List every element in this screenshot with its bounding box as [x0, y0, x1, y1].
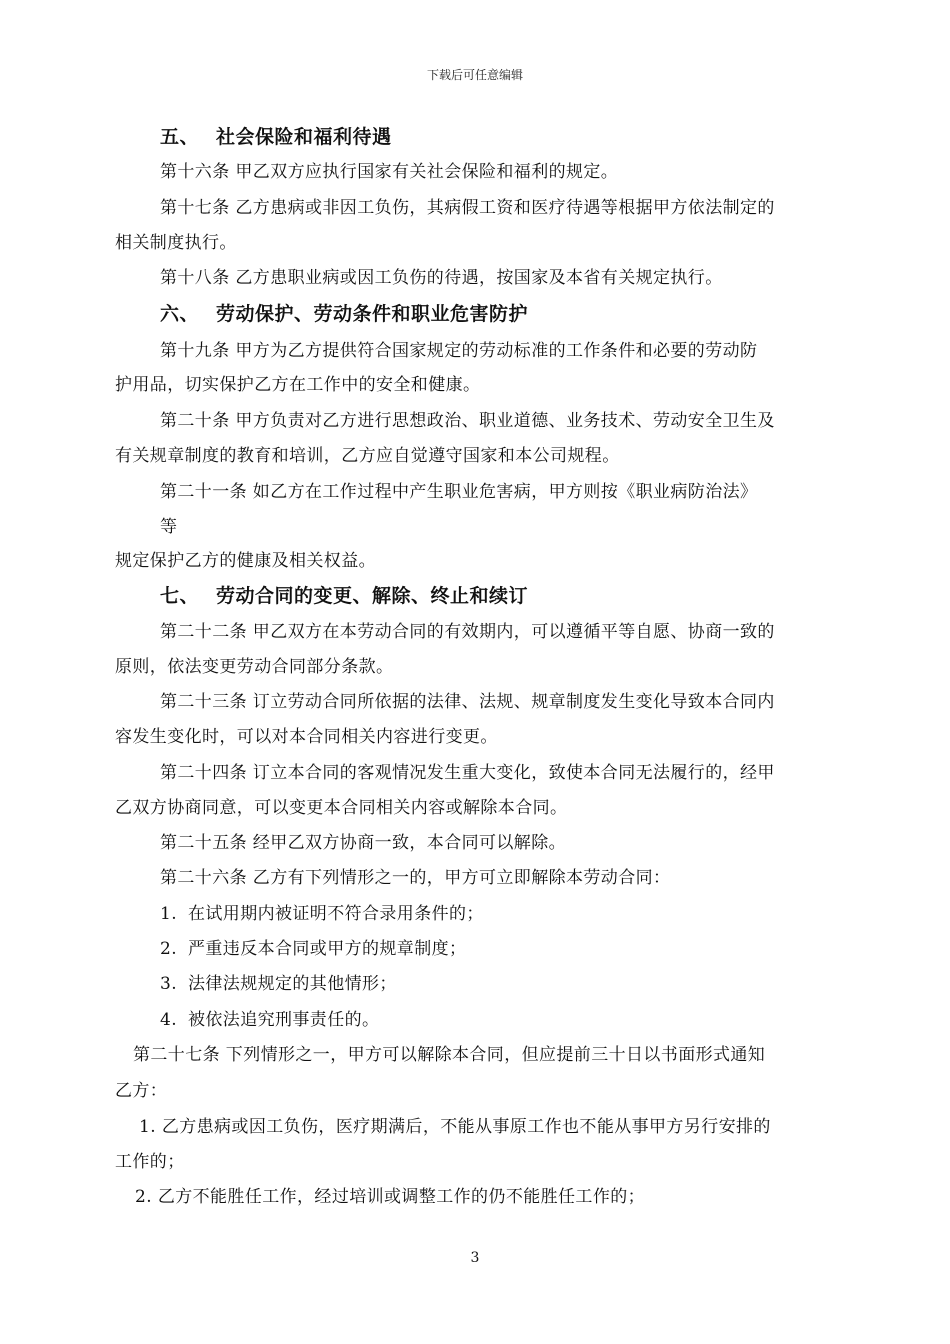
list-item-text: 法律法规规定的其他情形；	[188, 974, 397, 994]
article-21-line-3: 规定保护乙方的健康及相关权益。	[115, 551, 376, 571]
section-heading-7	[160, 584, 528, 608]
article-20-line-1: 第二十条 甲方负责对乙方进行思想政治、职业道德、业务技术、劳动安全卫生及	[160, 411, 775, 431]
list-item-number: 3.	[160, 974, 178, 994]
article-27-item-1-line-1: 1. 乙方患病或因工负伤，医疗期满后，不能从事原工作也不能从事甲方另行安排的	[139, 1117, 771, 1137]
article-27-line-2: 乙方：	[115, 1081, 168, 1101]
article-20-line-2: 有关规章制度的教育和培训，乙方应自觉遵守国家和本公司规程。	[115, 446, 620, 466]
article-27-line-1: 第二十七条 下列情形之一，甲方可以解除本合同，但应提前三十日以书面形式通知	[133, 1045, 766, 1065]
article-26: 第二十六条 乙方有下列情形之一的，甲方可立即解除本劳动合同：	[160, 868, 671, 888]
list-item	[160, 1009, 379, 1031]
section-heading-6	[160, 302, 528, 326]
article-21-line-1: 第二十一条 如乙方在工作过程中产生职业危害病，甲方则按《职业病防治法》	[160, 482, 758, 502]
article-21-line-2: 等	[160, 517, 178, 537]
section-title: 劳动合同的变更、解除、终止和续订	[216, 585, 529, 607]
article-23-line-2: 容发生变化时，可以对本合同相关内容进行变更。	[115, 727, 498, 747]
list-item-number: 1.	[160, 904, 178, 924]
section-number: 六、	[160, 303, 200, 325]
article-27-item-1-line-2: 工作的；	[115, 1152, 185, 1172]
page-number: 3	[470, 1250, 480, 1266]
section-title: 社会保险和福利待遇	[216, 126, 392, 148]
article-22-line-1: 第二十二条 甲乙双方在本劳动合同的有效期内，可以遵循平等自愿、协商一致的	[160, 622, 775, 642]
article-16: 第十六条 甲乙双方应执行国家有关社会保险和福利的规定。	[160, 162, 619, 182]
list-item	[160, 903, 484, 925]
header-note: 下载后可任意编辑	[426, 68, 523, 82]
list-item	[160, 938, 466, 960]
article-22-line-2: 原则，依法变更劳动合同部分条款。	[115, 657, 394, 677]
article-23-line-1: 第二十三条 订立劳动合同所依据的法律、法规、规章制度发生变化导致本合同内	[160, 692, 775, 712]
section-heading-5	[160, 125, 392, 149]
article-18: 第十八条 乙方患职业病或因工负伤的待遇，按国家及本省有关规定执行。	[160, 268, 723, 288]
section-number: 五、	[160, 126, 200, 148]
article-24-line-1: 第二十四条 订立本合同的客观情况发生重大变化，致使本合同无法履行的，经甲	[160, 763, 775, 783]
article-25: 第二十五条 经甲乙双方协商一致，本合同可以解除。	[160, 833, 567, 853]
section-title: 劳动保护、劳动条件和职业危害防护	[216, 303, 529, 325]
list-item-text: 被依法追究刑事责任的。	[188, 1010, 380, 1030]
article-19-line-2: 护用品，切实保护乙方在工作中的安全和健康。	[115, 375, 481, 395]
section-number: 七、	[160, 585, 200, 607]
list-item-number: 4.	[160, 1010, 178, 1030]
article-17-line-1: 第十七条 乙方患病或非因工负伤，其病假工资和医疗待遇等根据甲方依法制定的	[160, 198, 775, 218]
article-27-item-2: 2. 乙方不能胜任工作，经过培训或调整工作的仍不能胜任工作的；	[135, 1187, 646, 1207]
article-19-line-1: 第十九条 甲方为乙方提供符合国家规定的劳动标准的工作条件和必要的劳动防	[160, 341, 758, 361]
list-item	[160, 973, 397, 995]
list-item-text: 严重违反本合同或甲方的规章制度；	[188, 939, 467, 959]
list-item-number: 2.	[160, 939, 178, 959]
list-item-text: 在试用期内被证明不符合录用条件的；	[188, 904, 484, 924]
article-17-line-2: 相关制度执行。	[115, 233, 237, 253]
article-24-line-2: 乙双方协商同意，可以变更本合同相关内容或解除本合同。	[115, 798, 568, 818]
